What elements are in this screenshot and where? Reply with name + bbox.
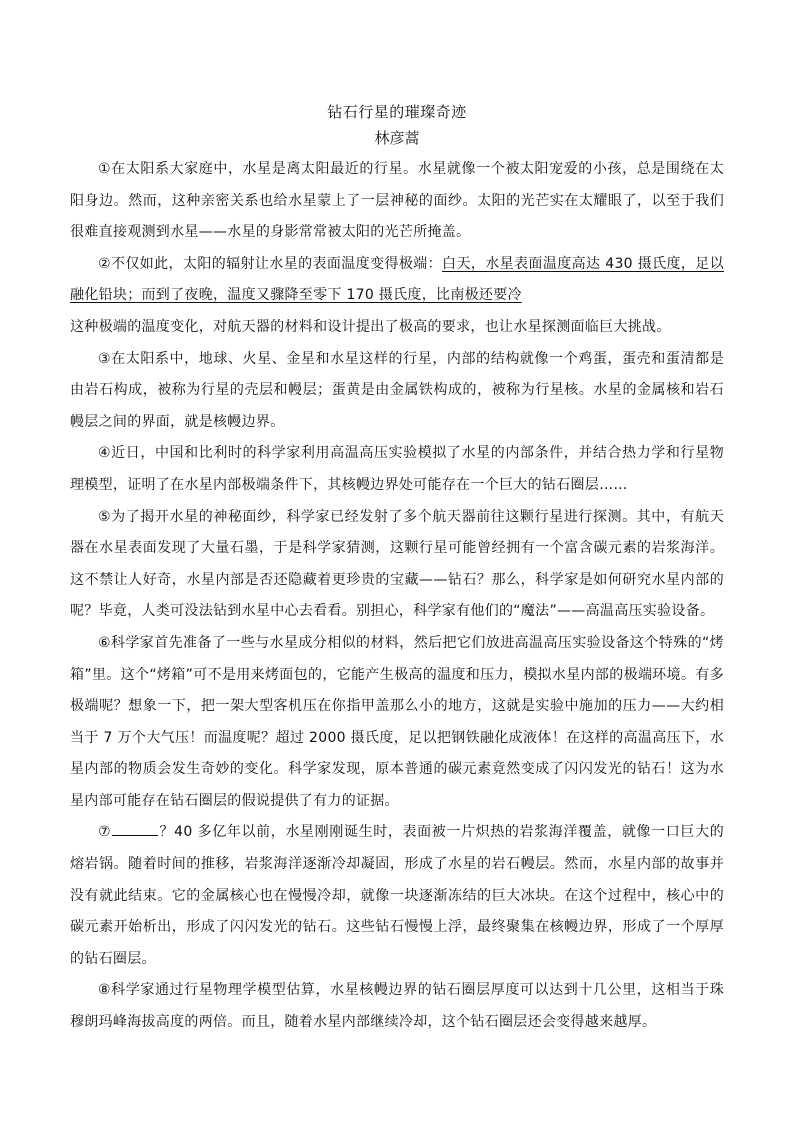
paragraph-2-continuation: 这种极端的温度变化，对航天器的材料和设计提出了极高的要求，也让水星探测面临巨大挑战。 (70, 318, 671, 335)
paragraph-7-lead: ⑦ (98, 824, 112, 841)
paragraph-2-lead: ②不仅如此，太阳的辐射让水星的表面温度变得极端： (98, 255, 443, 272)
paragraph-7 (70, 817, 724, 975)
document-page (70, 102, 724, 1039)
article-body (70, 154, 724, 1039)
paragraph-2 (70, 249, 724, 312)
paragraph-8: ⑧科学家通过行星物理学模型估算，水星核幔边界的钻石圈层厚度可以达到十几公里，这相当于珠穆朗玛峰海拔高度的两倍。而且，随着水星内部继续冷却，这个钻石圈层还会变得越来越厚。 (70, 982, 724, 1031)
paragraph-5: ⑤为了揭开水星的神秘面纱，科学家已经发射了多个航天器前往这颗行星进行探测。其中，有航天器在水星表面发现了大量石墨，于是科学家猜测，这颗行星可能曾经拥有一个富含碳元素的岩浆海洋。这不禁让人好奇，水星内部是否还隐藏着更珍贵的宝藏——钻石？那么，科学家是如何研究水星内部的呢？毕竟，人类可没法钻到水星中心去看看。别担心，科学家有他们的“魔法”——高温高压实验设备。 (70, 508, 724, 620)
fill-in-blank[interactable] (112, 821, 158, 836)
paragraph-6: ⑥科学家首先准备了一些与水星成分相似的材料，然后把它们放进高温高压实验设备这个特殊的“烤箱”里。这个“烤箱”可不是用来烤面包的，它能产生极高的温度和压力，模拟水星内部的极端环境。有多极端呢？想象一下，把一架大型客机压在你指甲盖那么小的地方，这就是实验中施加的压力——大约相当于 7 万个大气压！而温度呢？超过 2000 摄氏度，足以把钢铁融化成液体！在这样的高温高压下，水星内部的物质会发生奇妙的变化。科学家发现，原本普通的碳元素竟然变成了闪闪发光的钻石！这为水星内部可能存在钻石圈层的假说提供了有力的证据。 (70, 634, 724, 809)
article-author: 林彦蒿 (374, 129, 420, 147)
paragraph-3: ③在太阳系中，地球、火星、金星和水星这样的行星，内部的结构就像一个鸡蛋，蛋壳和蛋清都是由岩石构成，被称为行星的壳层和幔层；蛋黄是由金属铁构成的，被称为行星核。水星的金属核和岩石幔层之间的界面，就是核幔边界。 (70, 350, 724, 430)
paragraph-2-underlined-text: 白天，水星表面温度高达 430 摄氏度，足以融化铅块；而到了夜晚，温度又骤降至零下 170 摄氏度，比南极还要冷 (70, 255, 724, 304)
paragraph-7-rest: ？40 多亿年以前，水星刚刚诞生时，表面被一片炽热的岩浆海洋覆盖，就像一口巨大的熔岩锅。随着时间的推移，岩浆海洋逐渐冷却凝固，形成了水星的岩石幔层。然而，水星内部的故事并没有就此结束。它的金属核心也在慢慢冷却，就像一块逐渐冻结的巨大冰块。在这个过程中，核心中的碳元素开始析出，形成了闪闪发光的钻石。这些钻石慢慢上浮，最终聚集在核幔边界，形成了一个厚厚的钻石圈层。 (70, 824, 724, 967)
paragraph-1: ①在太阳系大家庭中，水星是离太阳最近的行星。水星就像一个被太阳宠爱的小孩，总是围绕在太阳身边。然而，这种亲密关系也给水星蒙上了一层神秘的面纱。太阳的光芒实在太耀眼了，以至于我们很难直接观测到水星——水星的身影常常被太阳的光芒所掩盖。 (70, 161, 724, 241)
article-title: 钻石行星的璀璨奇迹 (327, 103, 467, 121)
paragraph-4: ④近日，中国和比利时的科学家利用高温高压实验模拟了水星的内部条件，并结合热力学和行星物理模型，证明了在水星内部极端条件下，其核幔边界处可能存在一个巨大的钻石圈层…… (70, 445, 724, 493)
